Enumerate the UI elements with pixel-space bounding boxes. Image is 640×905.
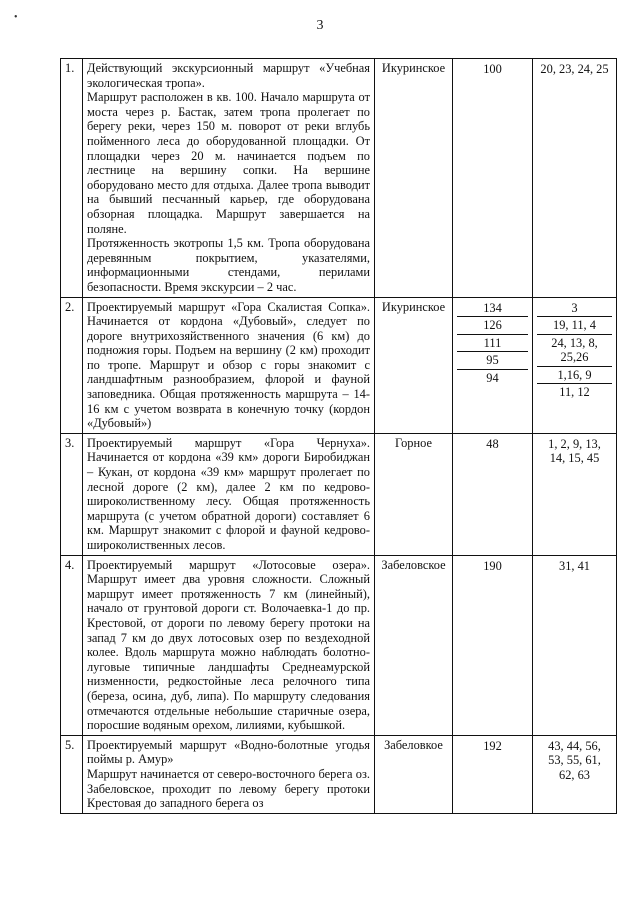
- table-row: [61, 59, 617, 298]
- route-description-paragraph: Проектируемый маршрут «Гора Скалистая Сопка». Начинается от кордона «Дубовый», следует по дороге внутрихозяйственного значения (6 км) до подножия горы. Подъем на вершину (2 км) проходит по тропе. Маршрут и обзор с горы знакомит с ландшафтным разнообразием, флорой и фауной заповедника. Общая протяженность маршрута – 14-16 км с учетом возврата в конечную точку (кордон «Дубовый»): [87, 299, 370, 431]
- route-description: [83, 433, 375, 555]
- vydel-cell: [533, 735, 617, 813]
- routes-table: [60, 58, 617, 814]
- vydel-numbers: 11, 12: [559, 385, 590, 400]
- route-number: 1.: [61, 59, 83, 298]
- vydel-cell: [533, 59, 617, 298]
- quarter-number: 134: [457, 300, 528, 318]
- quarter-number: 111: [457, 335, 528, 353]
- quarter-number: 94: [486, 370, 499, 385]
- quarter-cell: [453, 555, 533, 735]
- table-row: [61, 297, 617, 433]
- quarter-cell: [453, 735, 533, 813]
- vydel-numbers: 1,16, 9: [537, 367, 612, 385]
- quarter-cell: [453, 59, 533, 298]
- route-description-paragraph: Проектируемый маршрут «Гора Чернуха». Начинается от кордона «39 км» дороги Биробиджан – Кукан, от кордона «39 км» маршрут пролегает по лесной дороге (2 км), далее 2 км по кедрово-широколиственному лесу. Общая протяженность маршрута (с учетом обратной дороги) составляет 6 км. Маршрут знакомит с флорой и фауной кедрово-широколиственных лесов.: [87, 435, 370, 552]
- routes-table-body: [61, 59, 617, 814]
- table-row: [61, 735, 617, 813]
- route-description-paragraph: Проектируемый маршрут «Лотосовые озера». Маршрут имеет два уровня сложности. Сложный маршрут имеет протяженность 7 км (линейный), начало от грунтовой дороги ст. Волочаевка-1 до пр. Крестовой, от дороги по левому берегу протоки на запад 7 км до двух лотосовых озер по вездеходной колее. Вдоль маршрута можно наблюдать болотно-луговые типичные ландшафты Среднеамурской низменности, редкостойные леса релочного типа (береза, осина, дуб, липа). По маршруту следования отмечаются отдельные небольшие старичные озера, поросшие водяным орехом, лилиями, кубышкой.: [87, 557, 370, 733]
- route-description-paragraph: Проектируемый маршрут «Водно-болотные угодья поймы р. Амур»: [87, 737, 370, 767]
- page-number: 3: [316, 18, 324, 33]
- quarter-number: 48: [486, 436, 499, 451]
- forestry-name: Забеловкое: [375, 735, 453, 813]
- table-row: [61, 555, 617, 735]
- route-description-paragraph: Маршрут расположен в кв. 100. Начало маршрута от моста через р. Бастак, затем тропа пролегает по берегу реки, через 150 м. поворот от реки вглубь пойменного леса до оборудованной площадки. От площадки через 20 м. начинается подъем по лестнице на вершину сопки. На вершине оборудовано место для отдыха. Далее тропа выводит на бывший песчанный карьер, где оборудована обзорная площадка. Маршрут завершается на поляне.: [87, 90, 370, 236]
- vydel-cell: [533, 297, 617, 433]
- quarter-number: 100: [483, 62, 502, 76]
- quarter-number: 126: [457, 317, 528, 335]
- vydel-numbers: 19, 11, 4: [537, 317, 612, 335]
- route-description: [83, 297, 375, 433]
- route-description-paragraph: Маршрут начинается от северо-восточного берега оз. Забеловское, проходит по левому берегу протоки Крестовая до западного берега оз: [87, 766, 370, 811]
- vydel-numbers: 1, 2, 9, 13, 14, 15, 45: [548, 436, 601, 466]
- quarter-cell: [453, 297, 533, 433]
- route-description-paragraph: Действующий экскурсионный маршрут «Учебная экологическая тропа».: [87, 61, 370, 90]
- quarter-cell: [453, 433, 533, 555]
- route-number: 2.: [61, 297, 83, 433]
- vydel-numbers: 31, 41: [559, 558, 590, 573]
- route-number: 5.: [61, 735, 83, 813]
- forestry-name: Икуринское: [375, 297, 453, 433]
- corner-mark: •: [14, 12, 18, 23]
- route-description: [83, 735, 375, 813]
- quarter-number: 190: [483, 558, 502, 573]
- vydel-cell: [533, 433, 617, 555]
- vydel-numbers: 24, 13, 8, 25,26: [537, 335, 612, 367]
- vydel-numbers: 3: [537, 300, 612, 318]
- vydel-numbers: 43, 44, 56, 53, 55, 61, 62, 63: [548, 738, 601, 782]
- route-description-paragraph: Протяженность экотропы 1,5 км. Тропа оборудована деревянным покрытием, указателями, информационными стендами, перилами безопасности. Время экскурсии – 2 час.: [87, 236, 370, 294]
- route-number: 4.: [61, 555, 83, 735]
- forestry-name: Забеловское: [375, 555, 453, 735]
- forestry-name: Горное: [375, 433, 453, 555]
- forestry-name: Икуринское: [375, 59, 453, 298]
- route-description: [83, 59, 375, 298]
- quarter-number: 192: [483, 738, 502, 753]
- vydel-cell: [533, 555, 617, 735]
- quarter-number: 95: [457, 352, 528, 370]
- vydel-numbers: 20, 23, 24, 25: [540, 62, 609, 76]
- route-description: [83, 555, 375, 735]
- route-number: 3.: [61, 433, 83, 555]
- table-row: [61, 433, 617, 555]
